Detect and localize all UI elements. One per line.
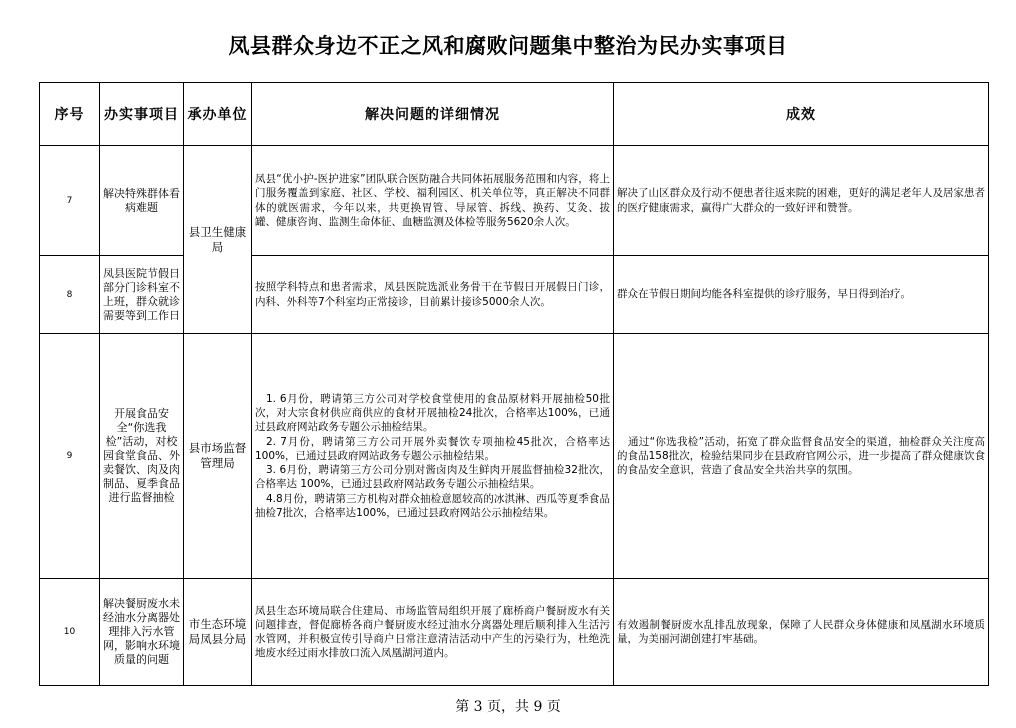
detail-item: 1. 6月份，聘请第三方公司对学校食堂使用的食品原材料开展抽检50批次，对大宗食材供应商供应的食材开展抽检24批次，合格率达100%，已通过县政府网站政务专题公示抽检结果。 xyxy=(255,393,610,434)
header-no: 序号 xyxy=(40,83,100,146)
table-header-row xyxy=(40,83,989,146)
row-no: 8 xyxy=(40,256,100,334)
project-table xyxy=(39,82,989,686)
detail-item: 3. 6月份，聘请第三方公司分别对酱卤肉及生鲜肉开展监督抽检32批次，合格率达 100%，已通过县政府网站政务专题公示抽检结果。 xyxy=(255,464,610,491)
row-project: 凤县医院节假日部分门诊科室不上班，群众就诊需要等到工作日 xyxy=(100,256,184,334)
row-details xyxy=(252,334,614,579)
header-unit: 承办单位 xyxy=(184,83,252,146)
row-no: 10 xyxy=(40,579,100,686)
row-details: 凤县“优小护-医护进家”团队联合医防融合共同体拓展服务范围和内容，将上门服务覆盖到家庭、社区、学校、福利园区、机关单位等，真正解决不同群体的就医需求，今年以来，共更换胃管、导尿管、拆线、换药、艾灸、拔罐、健康咨询、监测生命体征、血糖监测及体检等服务5620余人次。 xyxy=(252,146,614,256)
row-details: 凤县生态环境局联合住建局、市场监管局组织开展了廊桥商户餐厨废水有关问题排查，督促廊桥各商户餐厨废水经过油水分离器处理后顺利排入生活污水管网，并积极宣传引导商户日常注意清洁活动中产生的污染行为，杜绝洗地废水经过雨水排放口流入凤凰湖河道内。 xyxy=(252,579,614,686)
table-row xyxy=(40,146,989,256)
table-row xyxy=(40,256,989,334)
row-no: 9 xyxy=(40,334,100,579)
row-unit: 市生态环境局凤县分局 xyxy=(184,579,252,686)
row-no: 7 xyxy=(40,146,100,256)
table-row xyxy=(40,334,989,579)
row-project: 开展食品安全“你选我检”活动，对校园食堂食品、外卖餐饮、肉及肉制品、夏季食品进行监督抽检 xyxy=(100,334,184,579)
header-name: 办实事项目 xyxy=(100,83,184,146)
row-project: 解决餐厨废水未经油水分离器处理排入污水管网，影响水环境质量的问题 xyxy=(100,579,184,686)
row-project: 解决特殊群体看病难题 xyxy=(100,146,184,256)
detail-item: 2. 7月份，聘请第三方公司开展外卖餐饮专项抽检45批次，合格率达100%，已通过县政府网站政务专题公示抽检结果。 xyxy=(255,435,610,462)
header-effect: 成效 xyxy=(614,83,989,146)
detail-item: 4.8月份，聘请第三方机构对群众抽检意愿较高的冰淇淋、西瓜等夏季食品抽检7批次，合格率达100%，已通过县政府网站公示抽检结果。 xyxy=(255,492,610,519)
row-effect: 解决了山区群众及行动不便患者往返来院的困难，更好的满足老年人及居家患者的医疗健康需求，赢得广大群众的一致好评和赞誉。 xyxy=(614,146,989,256)
row-unit: 县卫生健康局 xyxy=(184,146,252,334)
page-title: 凤县群众身边不正之风和腐败问题集中整治为民办实事项目 xyxy=(228,33,788,58)
page-footer: 第 3 页，共 9 页 xyxy=(455,699,561,715)
table-row xyxy=(40,579,989,686)
row-effect: 群众在节假日期间均能各科室提供的诊疗服务，早日得到治疗。 xyxy=(614,256,989,334)
row-effect: 通过“你选我检”活动，拓宽了群众监督食品安全的渠道，抽检群众关注度高的食品158批次，检验结果同步在县政府官网公示，进一步提高了群众健康饮食的食品安全意识，营造了食品安全共治共享的氛围。 xyxy=(614,334,989,579)
row-unit: 县市场监督管理局 xyxy=(184,334,252,579)
header-details: 解决问题的详细情况 xyxy=(252,83,614,146)
row-effect: 有效遏制餐厨废水乱排乱放现象，保障了人民群众身体健康和凤凰湖水环境质量，为美丽河湖创建打牢基础。 xyxy=(614,579,989,686)
row-details: 按照学科特点和患者需求，凤县医院选派业务骨干在节假日开展假日门诊，内科、外科等7个科室均正常接诊，目前累计接诊5000余人次。 xyxy=(252,256,614,334)
